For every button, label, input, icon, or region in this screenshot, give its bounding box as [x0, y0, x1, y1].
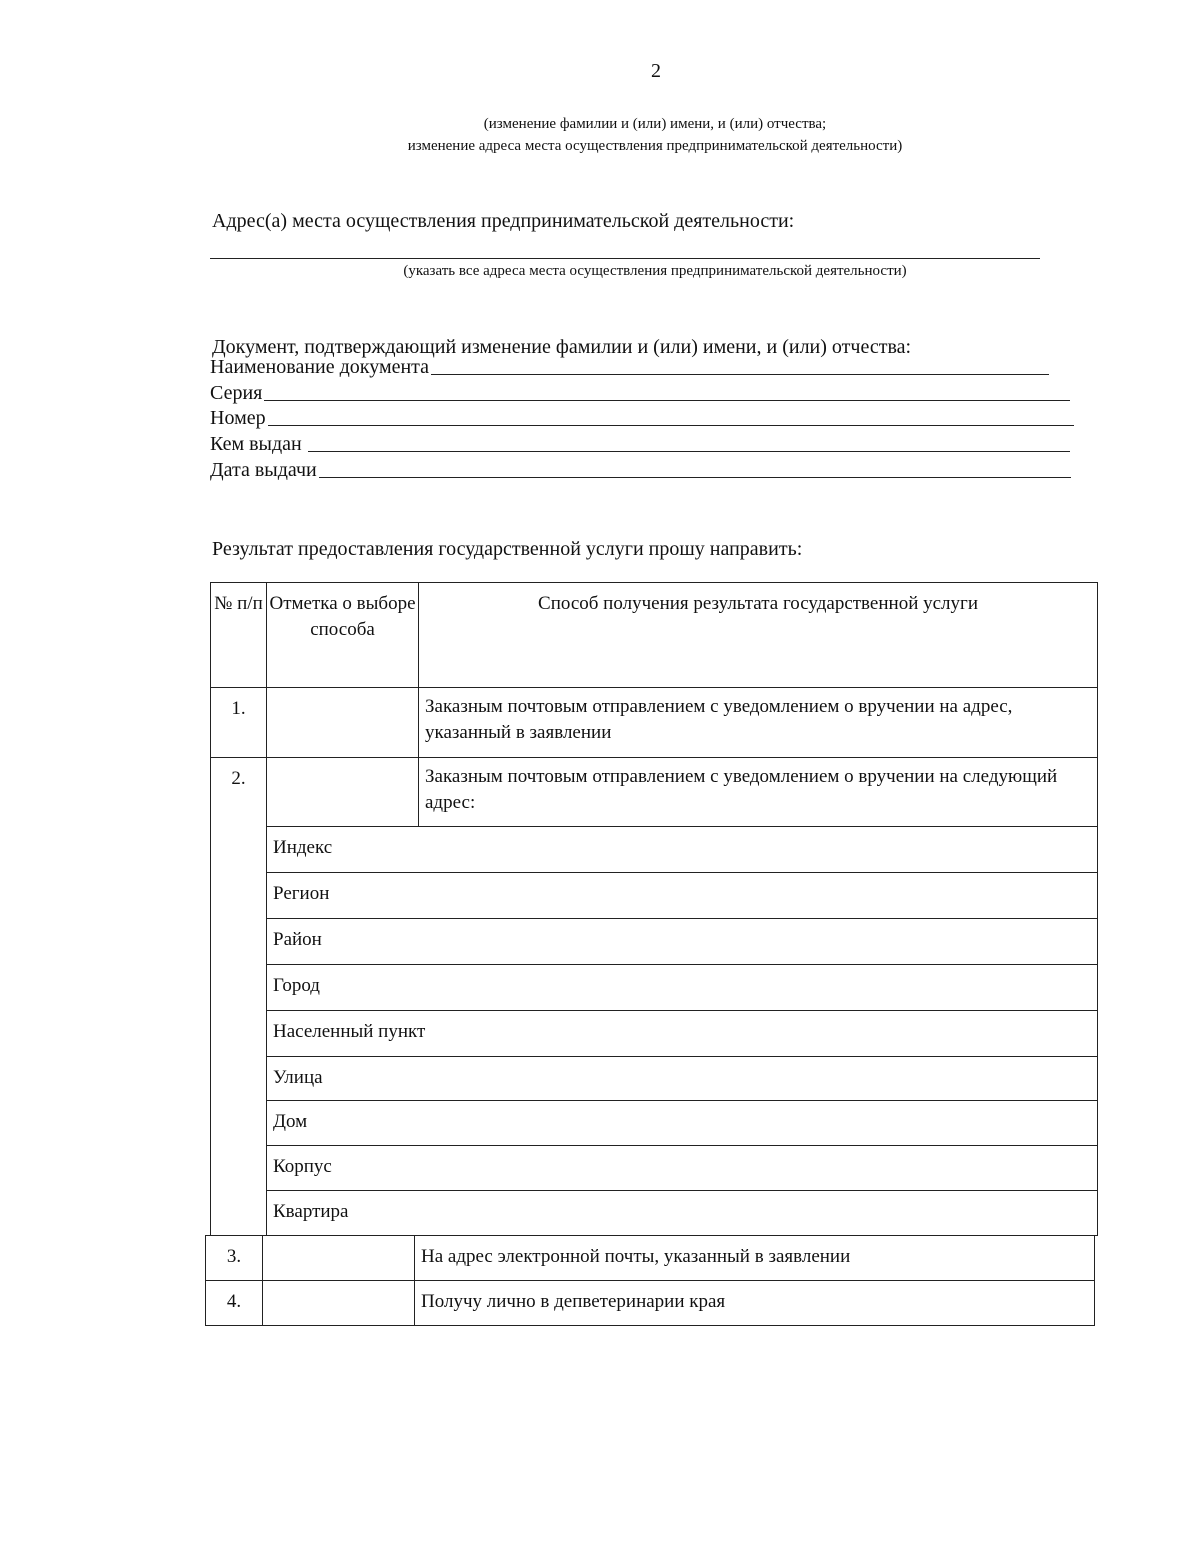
document-number-field[interactable]	[210, 407, 1074, 430]
document-issue-date-field[interactable]	[210, 459, 1071, 482]
business-address-caption: (указать все адреса места осуществления предпринимательской деятельности)	[403, 263, 907, 279]
row-4-method: Получу лично в депветеринарии края	[414, 1280, 1095, 1326]
subtitle-line-2: изменение адреса места осуществления предпринимательской деятельности)	[407, 138, 903, 154]
subtitle-line-1: (изменение фамилии и (или) имени, и (или) отчества;	[483, 116, 827, 132]
address-field-district[interactable]: Район	[266, 918, 1098, 965]
row-3-mark-cell[interactable]	[262, 1235, 415, 1281]
document-issuer-line[interactable]	[308, 451, 1070, 452]
header-number-text: № п/п	[214, 593, 263, 614]
document-number-label: Номер	[210, 407, 266, 429]
document-name-label: Наименование документа	[210, 356, 430, 378]
address-field-settlement[interactable]: Населенный пункт	[266, 1010, 1098, 1057]
row-4-mark-cell[interactable]	[262, 1280, 415, 1326]
document-series-label: Серия	[210, 382, 263, 404]
result-heading: Результат предоставления государственной услуги прошу направить:	[212, 538, 803, 560]
address-field-region[interactable]: Регион	[266, 872, 1098, 919]
business-address-line[interactable]	[210, 258, 1040, 259]
row-2-method: Заказным почтовым отправлением с уведомлением о вручении на следующий адрес:	[418, 757, 1098, 827]
document-number-line[interactable]	[268, 425, 1074, 426]
row-1-number: 1.	[210, 687, 267, 758]
address-field-building[interactable]: Корпус	[266, 1145, 1098, 1191]
row-2-mark-cell[interactable]	[266, 757, 419, 827]
address-field-index[interactable]: Индекс	[266, 826, 1098, 873]
header-number	[210, 582, 267, 688]
address-field-city[interactable]: Город	[266, 964, 1098, 1011]
document-issuer-label: Кем выдан	[210, 433, 302, 455]
document-series-field[interactable]	[210, 382, 1070, 405]
page-number: 2	[651, 60, 661, 82]
header-mark	[266, 582, 419, 688]
address-field-street[interactable]: Улица	[266, 1056, 1098, 1101]
document-issue-date-line[interactable]	[319, 477, 1071, 478]
header-method	[418, 582, 1098, 688]
row-2-number: 2.	[210, 757, 267, 1236]
document-series-line[interactable]	[264, 400, 1070, 401]
row-1-mark-cell[interactable]	[266, 687, 419, 758]
header-method-text: Способ получения результата государственной услуги	[538, 593, 978, 614]
document-issuer-field[interactable]	[210, 433, 1070, 456]
header-mark-text: Отметка о выборе способа	[269, 593, 416, 640]
row-1-method: Заказным почтовым отправлением с уведомлением о вручении на адрес, указанный в заявлении	[418, 687, 1098, 758]
address-field-house[interactable]: Дом	[266, 1100, 1098, 1146]
row-3-number: 3.	[205, 1235, 263, 1281]
document-heading: Документ, подтверждающий изменение фамилии и (или) имени, и (или) отчества:	[212, 336, 912, 358]
address-field-apartment[interactable]: Квартира	[266, 1190, 1098, 1236]
document-name-line[interactable]	[431, 374, 1049, 375]
document-name-field[interactable]	[210, 356, 1049, 379]
row-4-number: 4.	[205, 1280, 263, 1326]
row-3-method: На адрес электронной почты, указанный в заявлении	[414, 1235, 1095, 1281]
business-address-label: Адрес(а) места осуществления предпринимательской деятельности:	[212, 210, 795, 232]
document-issue-date-label: Дата выдачи	[210, 459, 317, 481]
